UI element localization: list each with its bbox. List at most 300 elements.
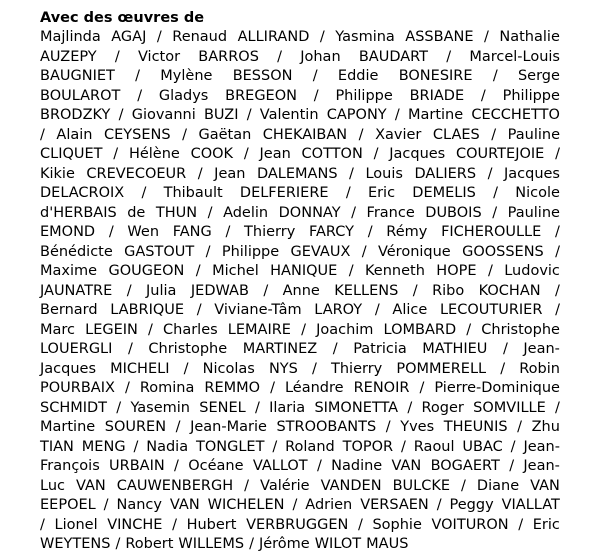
word: BREGEON xyxy=(225,87,297,104)
word: / xyxy=(555,243,560,260)
word: HANIQUE xyxy=(270,263,338,279)
word: / xyxy=(461,477,466,494)
word: AUZEPY xyxy=(40,48,97,65)
word: / xyxy=(118,107,124,123)
word: / xyxy=(183,360,189,377)
word: Robert xyxy=(125,536,174,552)
word: DELACROIX xyxy=(40,185,125,201)
word: COTTON xyxy=(301,146,363,162)
word: Patricia xyxy=(353,341,407,357)
word: / xyxy=(487,165,493,182)
word: MAUS xyxy=(366,536,409,552)
word: Maxime xyxy=(40,263,98,279)
word: / xyxy=(311,360,317,377)
word: Nancy xyxy=(116,497,162,513)
word: Anne xyxy=(282,282,320,299)
word: Thierry xyxy=(244,224,296,240)
word: / xyxy=(348,263,354,279)
word: / xyxy=(174,458,179,474)
word: Jean- xyxy=(523,341,560,357)
word: VIALLAT xyxy=(501,497,560,513)
word: Adrien xyxy=(305,497,353,513)
word: ALLIRAND xyxy=(237,29,310,45)
word: GOUGEON xyxy=(108,263,185,279)
word: Jacques xyxy=(389,146,446,162)
word: LOUERGLI xyxy=(40,341,113,357)
word: POURBAIX xyxy=(40,380,115,396)
text-line xyxy=(40,457,560,477)
word: / xyxy=(351,204,356,221)
word: / xyxy=(555,146,560,162)
word: Jacques xyxy=(503,165,560,182)
word: Gladys xyxy=(158,87,209,104)
word: VERSAEN xyxy=(360,497,429,513)
word: Alain xyxy=(56,126,93,143)
text-line xyxy=(40,28,560,48)
word: / xyxy=(156,29,162,45)
word: / xyxy=(492,204,498,221)
word: Adelin xyxy=(223,204,269,221)
word: Pauline xyxy=(507,126,560,143)
word: Martine xyxy=(40,419,96,435)
word: Eric xyxy=(367,185,396,201)
word: Kikie xyxy=(40,165,75,182)
word: / xyxy=(509,458,515,474)
word: DALEMANS xyxy=(256,165,338,182)
word: SENEL xyxy=(199,399,246,416)
word: CECCHETTO xyxy=(471,107,560,123)
word: / xyxy=(312,68,318,84)
word: d'HERBAIS xyxy=(40,204,117,221)
word: MICHELI xyxy=(110,360,170,377)
word: JEDWAB xyxy=(190,282,249,299)
text-line xyxy=(40,379,560,399)
word: / xyxy=(127,341,133,357)
word: Lionel xyxy=(54,516,98,533)
word: / xyxy=(182,126,187,143)
word: Ilaria xyxy=(269,399,306,416)
word: Nadia xyxy=(146,438,189,455)
word: CAUWENBERGH xyxy=(116,477,234,494)
word: Nathalie xyxy=(499,29,560,45)
word: DEMELIS xyxy=(412,185,476,201)
text-line xyxy=(40,262,560,282)
word: VALLOT xyxy=(252,458,308,474)
word: / xyxy=(412,282,418,299)
word: / xyxy=(518,516,524,533)
word: MENG xyxy=(81,438,126,455)
word: François xyxy=(40,458,100,474)
word: FANG xyxy=(172,224,212,240)
word: BONESIRE xyxy=(398,68,473,84)
word: Valérie xyxy=(260,477,310,494)
word: VAN xyxy=(530,477,560,494)
word: WILOT xyxy=(314,536,362,552)
word: / xyxy=(172,516,177,533)
word: BRIADE xyxy=(409,87,465,104)
word: / xyxy=(196,302,202,318)
word: / xyxy=(361,243,367,260)
text-line xyxy=(40,87,560,107)
word: / xyxy=(205,243,211,260)
word: / xyxy=(555,302,560,318)
word: TONGLET xyxy=(195,438,265,455)
word: / xyxy=(270,380,275,396)
word: BAUDART xyxy=(358,48,429,65)
word: / xyxy=(277,48,283,65)
word: / xyxy=(126,282,132,299)
word: / xyxy=(301,321,306,338)
word: STROOBANTS xyxy=(276,419,377,435)
word: REMMO xyxy=(204,380,261,396)
word: MARTINEZ xyxy=(242,341,318,357)
word: Zhu xyxy=(531,419,560,435)
word: Yasemin xyxy=(130,399,191,416)
word: Nicolas xyxy=(202,360,255,377)
text-line xyxy=(40,67,560,87)
word: VAN xyxy=(76,477,106,494)
word: Pauline xyxy=(507,204,560,221)
text-line xyxy=(40,184,560,204)
word: COURTEJOIE xyxy=(456,146,545,162)
word: Ribo xyxy=(432,282,465,299)
word: / xyxy=(263,282,269,299)
text-line xyxy=(40,145,560,165)
word: VINCHE xyxy=(107,516,163,533)
word: LAROY xyxy=(314,302,363,318)
word: Nadine xyxy=(331,458,383,474)
word: SOUREN xyxy=(104,419,167,435)
word: Jérôme xyxy=(258,536,310,552)
word: BAUGNIET xyxy=(40,68,115,84)
word: / xyxy=(358,126,364,143)
word: Michel xyxy=(212,263,259,279)
word: GASTOUT xyxy=(124,243,195,260)
word: Joachim xyxy=(316,321,374,338)
credits-heading: Avec des œuvres de xyxy=(40,10,205,26)
text-line xyxy=(40,106,560,126)
word: BUZI xyxy=(203,107,239,123)
text-line xyxy=(40,535,560,555)
word: Jean- xyxy=(523,438,560,455)
word: / xyxy=(319,29,325,45)
word: / xyxy=(115,536,121,552)
word: TOPOR xyxy=(342,438,394,455)
word: URBAIN xyxy=(109,458,165,474)
word: / xyxy=(40,126,45,143)
word: / xyxy=(373,146,379,162)
word: / xyxy=(243,146,249,162)
word: Pierre-Dominique xyxy=(434,380,560,396)
word: de xyxy=(127,204,146,221)
word: BARROS xyxy=(198,48,259,65)
word: Jean xyxy=(259,146,291,162)
text-line xyxy=(40,418,560,438)
word: CREVECOEUR xyxy=(86,165,187,182)
text-line xyxy=(40,301,560,321)
word: WEYTENS xyxy=(40,536,111,552)
word: / xyxy=(367,224,373,240)
word: Robin xyxy=(519,360,560,377)
word: GEVAUX xyxy=(290,243,351,260)
word: / xyxy=(407,399,413,416)
word: CLAES xyxy=(432,126,480,143)
word: Hubert xyxy=(186,516,237,533)
word: / xyxy=(225,224,231,240)
word: / xyxy=(510,438,516,455)
word: / xyxy=(292,497,298,513)
word: Alice xyxy=(392,302,428,318)
word: VANDEN xyxy=(320,477,382,494)
word: THUN xyxy=(155,204,198,221)
word: Thierry xyxy=(331,360,383,377)
word: / xyxy=(108,224,114,240)
word: JAUNATRE xyxy=(40,282,113,299)
word: Mylène xyxy=(160,68,213,84)
text-line xyxy=(40,48,560,68)
word: / xyxy=(197,165,203,182)
word: / xyxy=(487,263,493,279)
text-line xyxy=(40,204,560,224)
word: Diane xyxy=(476,477,520,494)
word: / xyxy=(332,341,338,357)
word: VAN xyxy=(169,497,200,513)
word: Jean- xyxy=(523,458,560,474)
text-line xyxy=(40,223,560,243)
word: Romina xyxy=(139,380,195,396)
word: / xyxy=(246,107,252,123)
word: SOMVILLE xyxy=(473,399,546,416)
word: / xyxy=(555,399,560,416)
word: / xyxy=(385,419,391,435)
word: RENOIR xyxy=(353,380,410,396)
word: Wen xyxy=(127,224,160,240)
word: LECOUTURIER xyxy=(439,302,543,318)
word: / xyxy=(124,380,130,396)
word: Eddie xyxy=(337,68,379,84)
word: / xyxy=(103,497,109,513)
word: / xyxy=(313,87,319,104)
word: Luc xyxy=(40,477,65,494)
word: / xyxy=(491,126,497,143)
word: FARCY xyxy=(308,224,354,240)
word: Marcel-Louis xyxy=(469,48,560,65)
word: / xyxy=(148,321,153,338)
word: / xyxy=(114,48,120,65)
word: / xyxy=(500,360,506,377)
word: Roger xyxy=(421,399,464,416)
text-line xyxy=(40,165,560,185)
word: BRODZKY xyxy=(40,107,111,123)
text-line xyxy=(40,516,560,536)
word: THEUNIS xyxy=(443,419,508,435)
text-line xyxy=(40,340,560,360)
word: / xyxy=(141,185,147,201)
word: Philippe xyxy=(335,87,393,104)
text-line xyxy=(40,321,560,341)
word: CLIQUET xyxy=(40,146,103,162)
word: WICHELEN xyxy=(207,497,285,513)
word: SIMONETTA xyxy=(314,399,399,416)
word: / xyxy=(135,68,141,84)
word: WILLEMS xyxy=(178,536,245,552)
word: Rémy xyxy=(386,224,428,240)
word: VERBRUGGEN xyxy=(246,516,349,533)
word: Véronique xyxy=(377,243,451,260)
word: Léandre xyxy=(284,380,344,396)
word: VOITURON xyxy=(431,516,509,533)
word: GOOSSENS xyxy=(462,243,544,260)
word: Louis xyxy=(365,165,403,182)
word: / xyxy=(493,185,498,201)
word: FICHEROULLE xyxy=(441,224,542,240)
word: / xyxy=(484,29,489,45)
word: DUBOIS xyxy=(425,204,482,221)
word: DALIERS xyxy=(414,165,477,182)
word: CHEKAIBAN xyxy=(262,126,348,143)
word: Eric xyxy=(532,516,560,533)
word: BOGAERT xyxy=(430,458,500,474)
word: / xyxy=(555,224,560,240)
word: / xyxy=(272,438,278,455)
word: POMMERELL xyxy=(396,360,487,377)
word: Roland xyxy=(285,438,335,455)
text-line xyxy=(40,496,560,516)
word: / xyxy=(345,185,351,201)
word: DELFERIERE xyxy=(239,185,329,201)
text-line xyxy=(40,243,560,263)
word: LEMAIRE xyxy=(227,321,291,338)
word: Marc xyxy=(40,321,76,338)
word: Christophe xyxy=(148,341,228,357)
word: ASSBANE xyxy=(405,29,474,45)
text-line xyxy=(40,126,560,146)
word: Charles xyxy=(163,321,218,338)
word: TIAN xyxy=(40,438,74,455)
word: DONNAY xyxy=(278,204,341,221)
word: BOULAROT xyxy=(40,87,121,104)
word: AGAJ xyxy=(111,29,147,45)
word: HOPE xyxy=(436,263,477,279)
text-line xyxy=(40,360,560,380)
word: Hélène xyxy=(128,146,180,162)
word: / xyxy=(502,341,508,357)
word: UBAC xyxy=(462,438,503,455)
word: Yasmina xyxy=(335,29,395,45)
word: France xyxy=(366,204,415,221)
word: / xyxy=(446,48,452,65)
text-line xyxy=(40,477,560,497)
word: Majlinda xyxy=(40,29,101,45)
word: / xyxy=(254,399,260,416)
word: Johan xyxy=(300,48,341,65)
word: / xyxy=(357,516,363,533)
word: CEYSENS xyxy=(103,126,171,143)
word: EMOND xyxy=(40,224,96,240)
word: / xyxy=(244,477,250,494)
word: / xyxy=(195,263,201,279)
word: / xyxy=(401,438,406,455)
word: Julia xyxy=(146,282,177,299)
word: Christophe xyxy=(481,321,560,338)
word: Thibault xyxy=(163,185,223,201)
word: Philippe xyxy=(502,87,560,104)
word: Yves xyxy=(400,419,435,435)
word: COOK xyxy=(190,146,234,162)
word: Jacques xyxy=(40,360,97,377)
word: Peggy xyxy=(449,497,494,513)
word: Sophie xyxy=(372,516,422,533)
word: BULCKE xyxy=(392,477,450,494)
word: Océane xyxy=(188,458,244,474)
word: MATHIEU xyxy=(422,341,488,357)
word: / xyxy=(207,204,213,221)
word: KELLENS xyxy=(334,282,399,299)
word: Jean xyxy=(214,165,246,182)
word: / xyxy=(133,438,139,455)
word: Gaëtan xyxy=(198,126,252,143)
word: / xyxy=(113,146,119,162)
word: / xyxy=(436,497,442,513)
word: Ludovic xyxy=(504,263,560,279)
word: Philippe xyxy=(221,243,280,260)
word: KOCHAN xyxy=(478,282,541,299)
word: NYS xyxy=(268,360,298,377)
word: / xyxy=(40,516,45,533)
word: / xyxy=(374,302,380,318)
word: Bernard xyxy=(40,302,98,318)
word: LOMBARD xyxy=(383,321,457,338)
word: Victor xyxy=(137,48,181,65)
text-line xyxy=(40,282,560,302)
word: SCHMIDT xyxy=(40,399,108,416)
word: BESSON xyxy=(232,68,293,84)
word: / xyxy=(175,419,181,435)
text-line xyxy=(40,438,560,458)
word: Bénédicte xyxy=(40,243,113,260)
artist-list xyxy=(40,28,560,555)
word: / xyxy=(349,165,354,182)
word: / xyxy=(419,380,425,396)
word: Jean-Marie xyxy=(190,419,267,435)
text-line xyxy=(40,399,560,419)
word: / xyxy=(137,87,143,104)
word: LABRIQUE xyxy=(110,302,185,318)
word: / xyxy=(555,282,560,299)
word: Giovanni xyxy=(131,107,196,123)
word: Serge xyxy=(517,68,560,84)
word: / xyxy=(466,321,472,338)
word: CAPONY xyxy=(326,107,387,123)
word: / xyxy=(116,399,122,416)
word: LEGEIN xyxy=(85,321,138,338)
word: / xyxy=(316,458,322,474)
word: Xavier xyxy=(375,126,422,143)
word: / xyxy=(492,68,498,84)
word: / xyxy=(249,536,254,552)
artist-credits-block xyxy=(40,9,560,555)
word: Kenneth xyxy=(365,263,425,279)
word: Martine xyxy=(407,107,464,123)
word: Valentin xyxy=(259,107,319,123)
word: Viviane-Tâm xyxy=(214,302,302,318)
word: Renaud xyxy=(172,29,228,45)
word: / xyxy=(480,87,486,104)
word: VAN xyxy=(391,458,422,474)
word: / xyxy=(394,107,400,123)
word: EEPOEL xyxy=(40,497,96,513)
word: Nicole xyxy=(515,185,560,201)
